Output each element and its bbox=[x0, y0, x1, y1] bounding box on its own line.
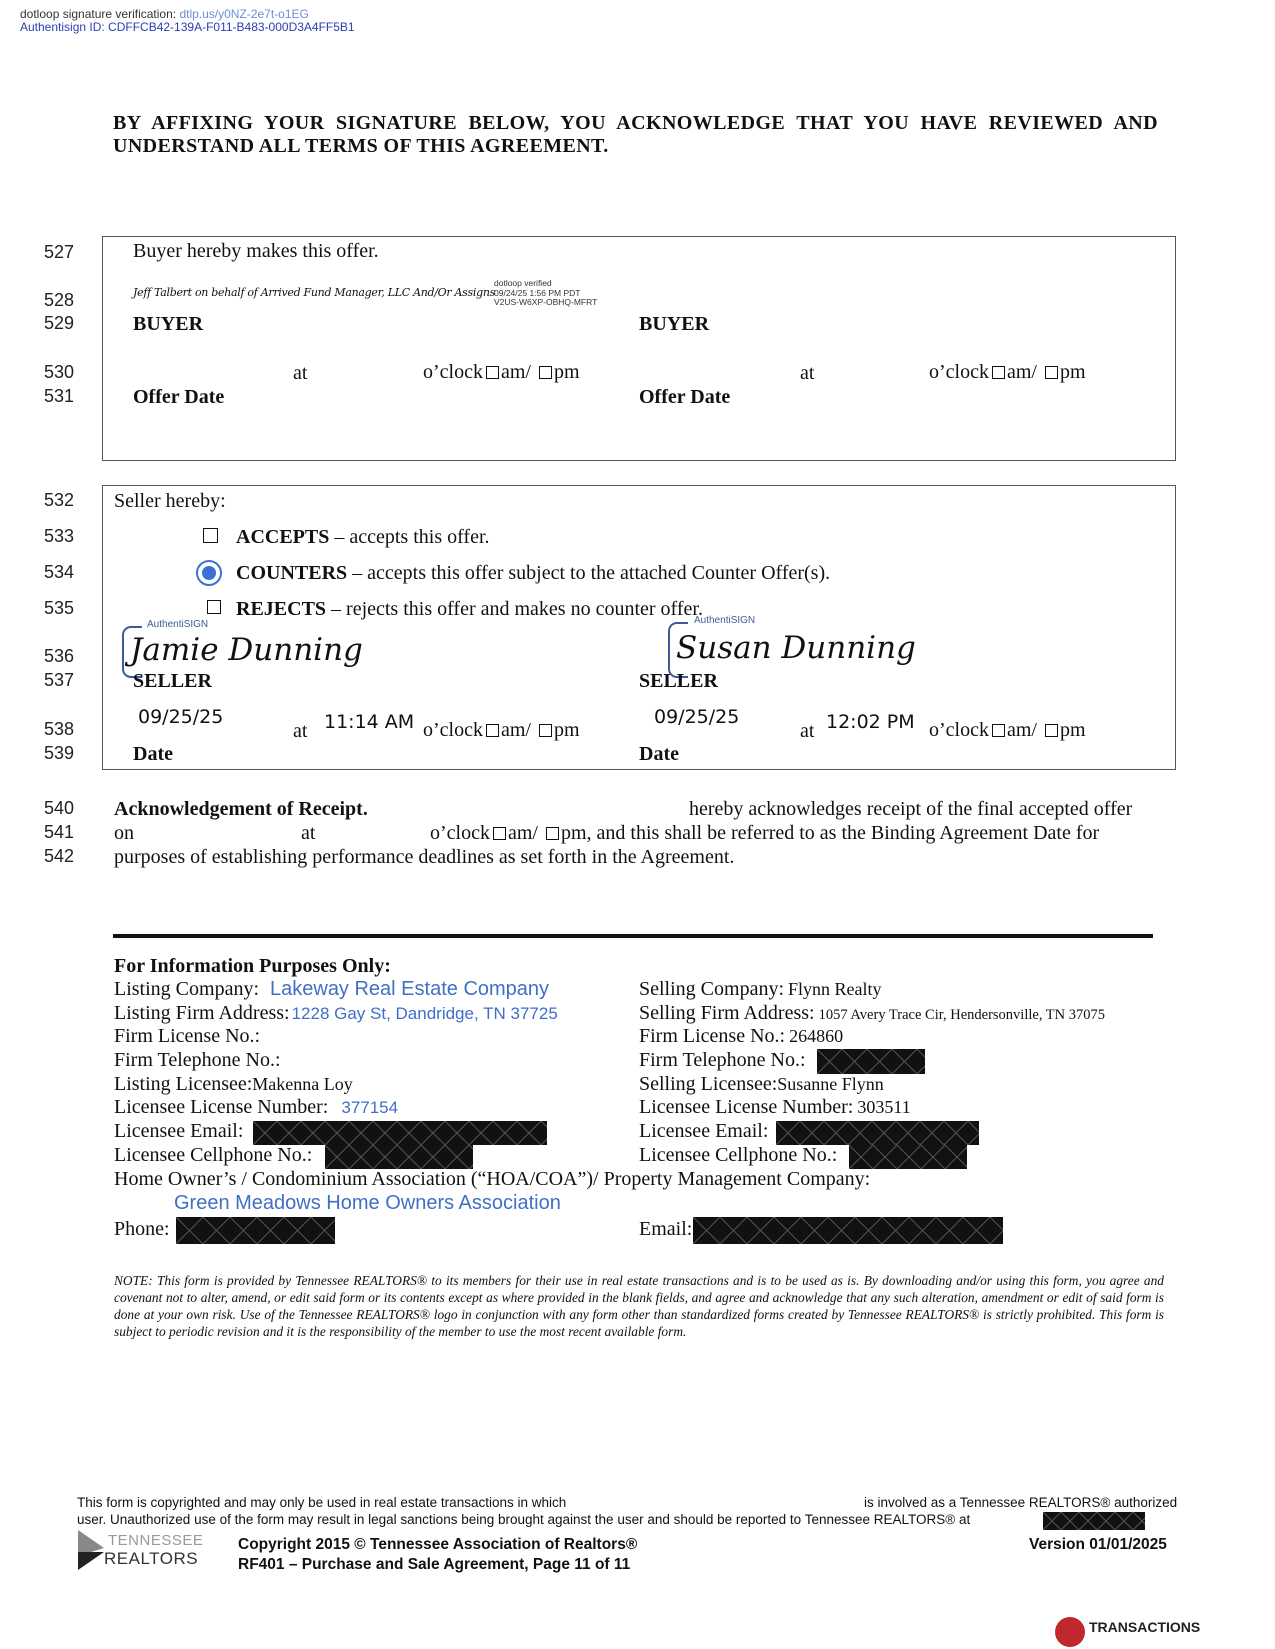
seller2-at: at bbox=[800, 720, 815, 742]
listing-licensee-value: Makenna Loy bbox=[252, 1074, 353, 1094]
pm-checkbox[interactable] bbox=[546, 827, 559, 840]
selling-licensee-row bbox=[639, 1073, 884, 1096]
listing-license-label: Licensee License Number: bbox=[114, 1096, 329, 1118]
redacted-hoa-email bbox=[693, 1217, 1003, 1244]
listing-licensee-row bbox=[114, 1073, 353, 1096]
selling-license-value: 303511 bbox=[857, 1097, 911, 1117]
dotloop-link[interactable]: dtlp.us/y0NZ-2e7t-o1EG bbox=[179, 7, 309, 21]
line-number: 528 bbox=[44, 290, 75, 310]
pm-text: pm bbox=[553, 719, 580, 741]
receipt-line1-rest: hereby acknowledges receipt of the final accepted offer bbox=[689, 798, 1133, 820]
hoa-label: Home Owner’s / Condominium Association (“HOA/COA”)/ Property Management Company: bbox=[114, 1168, 871, 1190]
selling-address-row bbox=[639, 1002, 1105, 1025]
pm-text: pm bbox=[1059, 361, 1086, 383]
buyer1-label: BUYER bbox=[133, 313, 204, 335]
selling-firm-license-label: Firm License No.: bbox=[639, 1025, 786, 1047]
pm-text: pm bbox=[553, 361, 580, 383]
selling-address-value: 1057 Avery Trace Cir, Hendersonville, TN 37075 bbox=[818, 1007, 1106, 1023]
redacted-report-contact bbox=[1043, 1512, 1145, 1530]
redaction-pattern bbox=[253, 1121, 547, 1145]
redaction-pattern bbox=[325, 1145, 473, 1169]
oclock-text: o’clock bbox=[423, 719, 483, 741]
accepts-label: ACCEPTS bbox=[236, 526, 330, 548]
realtors-logo-mark bbox=[76, 1530, 106, 1570]
redaction-pattern bbox=[176, 1217, 335, 1244]
accepts-checkbox[interactable] bbox=[203, 528, 218, 543]
buyer1-at: at bbox=[293, 362, 308, 384]
seller2-date-label: Date bbox=[639, 743, 679, 765]
receipt-on: on bbox=[114, 822, 134, 844]
selling-firm-license-row bbox=[639, 1025, 843, 1048]
buyer2-label: BUYER bbox=[639, 313, 710, 335]
rejects-checkbox[interactable] bbox=[207, 600, 221, 614]
buyer1-offer-date-label: Offer Date bbox=[133, 386, 225, 408]
listing-licensee-label: Listing Licensee: bbox=[114, 1073, 253, 1095]
selling-license-row bbox=[639, 1096, 911, 1119]
accepts-text: – accepts this offer. bbox=[329, 526, 490, 548]
selling-company-row bbox=[639, 978, 882, 1001]
transactions-logo bbox=[1055, 1617, 1215, 1649]
listing-company-row bbox=[114, 978, 549, 1001]
redacted-listing-email bbox=[253, 1121, 547, 1145]
am-text: am/ bbox=[507, 822, 538, 844]
logo-line2: REALTORS bbox=[104, 1549, 199, 1568]
selling-firm-phone-label: Firm Telephone No.: bbox=[639, 1049, 806, 1071]
buyer1-signature: Jeff Talbert on behalf of Arrived Fund Manager, LLC And/Or Assigns bbox=[133, 286, 495, 299]
buyer-offer-box bbox=[102, 236, 1176, 461]
line-number: 533 bbox=[44, 526, 75, 546]
buyer2-time-choice bbox=[929, 361, 1086, 384]
oclock-text: o’clock bbox=[929, 361, 989, 383]
authentisign-id: Authentisign ID: CDFFCB42-139A-F011-B483-000D3A4FF5B1 bbox=[20, 20, 355, 34]
listing-address-value: 1228 Gay St, Dandridge, TN 37725 bbox=[291, 1004, 558, 1023]
listing-license-row bbox=[114, 1096, 398, 1119]
dotloop-timestamp: 09/24/25 1:56 PM PDT bbox=[494, 287, 581, 298]
am-text: am/ bbox=[1006, 719, 1037, 741]
accepts-option bbox=[236, 526, 490, 549]
line-number: 537 bbox=[44, 670, 75, 690]
line-number: 535 bbox=[44, 598, 75, 618]
line-number: 538 bbox=[44, 719, 75, 739]
info-heading: For Information Purposes Only: bbox=[114, 955, 391, 977]
am-checkbox[interactable] bbox=[493, 827, 506, 840]
selling-licensee-value: Susanne Flynn bbox=[777, 1074, 884, 1094]
line-number: 530 bbox=[44, 362, 75, 382]
line-number: 536 bbox=[44, 646, 75, 666]
seller1-date-label: Date bbox=[133, 743, 173, 765]
redacted-selling-cell bbox=[849, 1145, 967, 1169]
oclock-text: o’clock bbox=[430, 822, 490, 844]
hoa-phone-label: Phone: bbox=[114, 1218, 170, 1240]
version: Version 01/01/2025 bbox=[1029, 1536, 1167, 1553]
buyer1-time-choice bbox=[423, 361, 580, 384]
rejects-label: REJECTS bbox=[236, 598, 327, 620]
listing-address-row bbox=[114, 1002, 558, 1025]
dotloop-code: V2US-W6XP-OBHQ-MFRT bbox=[494, 297, 598, 307]
counters-text: – accepts this offer subject to the attached Counter Offer(s). bbox=[347, 562, 831, 584]
am-text: am/ bbox=[500, 361, 531, 383]
line-number: 532 bbox=[44, 490, 75, 510]
pm-checkbox[interactable] bbox=[1045, 366, 1058, 379]
redaction-pattern bbox=[1043, 1512, 1145, 1530]
listing-email-label: Licensee Email: bbox=[114, 1120, 244, 1142]
listing-license-value: 377154 bbox=[341, 1098, 399, 1117]
tennessee-realtors-logo bbox=[76, 1530, 211, 1572]
redacted-selling-firm-phone bbox=[817, 1049, 925, 1074]
oclock-text: o’clock bbox=[929, 719, 989, 741]
pm-checkbox[interactable] bbox=[539, 366, 552, 379]
receipt-line2-rest: pm, and this shall be referred to as the Binding Agreement Date for bbox=[560, 822, 1100, 844]
hoa-name: Green Meadows Home Owners Association bbox=[174, 1192, 561, 1214]
am-checkbox[interactable] bbox=[992, 724, 1005, 737]
seller2-time-value: 12:02 PM bbox=[826, 711, 915, 733]
oclock-text: o’clock bbox=[423, 361, 483, 383]
seller2-date-value: 09/25/25 bbox=[654, 706, 740, 728]
transactions-logo-mark bbox=[1055, 1617, 1085, 1647]
redacted-selling-email bbox=[776, 1121, 979, 1145]
selling-cell-label: Licensee Cellphone No.: bbox=[639, 1144, 838, 1166]
receipt-time-choice bbox=[430, 822, 1099, 845]
copyright-notice: Copyright 2015 © Tennessee Association of Realtors® bbox=[238, 1536, 638, 1553]
am-text: am/ bbox=[500, 719, 531, 741]
copyright-line2: user. Unauthorized use of the form may result in legal sanctions being brought against the user and should be reported to Tennessee REALTORS® at bbox=[77, 1512, 971, 1527]
line-number: 541 bbox=[44, 822, 75, 842]
rejects-text: – rejects this offer and makes no counter offer. bbox=[326, 598, 703, 620]
buyer2-at: at bbox=[800, 362, 815, 384]
line-number: 527 bbox=[44, 242, 75, 262]
am-checkbox[interactable] bbox=[486, 724, 499, 737]
selling-address-label: Selling Firm Address: bbox=[639, 1002, 815, 1024]
redaction-pattern bbox=[776, 1121, 979, 1145]
line-number: 542 bbox=[44, 846, 75, 866]
seller1-label: SELLER bbox=[133, 670, 212, 692]
authentisign-brand-1: AuthentiSIGN bbox=[147, 619, 209, 630]
buyer-intro: Buyer hereby makes this offer. bbox=[133, 240, 379, 262]
transactions-logo-text: TRANSACTIONS bbox=[1089, 1619, 1201, 1635]
logo-line1: TENNESSEE bbox=[108, 1532, 204, 1549]
am-checkbox[interactable] bbox=[486, 366, 499, 379]
line-number: 531 bbox=[44, 386, 75, 406]
pm-checkbox[interactable] bbox=[1045, 724, 1058, 737]
listing-company-value: Lakeway Real Estate Company bbox=[270, 978, 550, 1000]
line-number: 539 bbox=[44, 743, 75, 763]
selling-email-label: Licensee Email: bbox=[639, 1120, 769, 1142]
line-number: 529 bbox=[44, 313, 75, 333]
form-note: NOTE: This form is provided by Tennessee REALTORS® to its members for their use in real estate transactions and is to be used as is. By downloading and/or using this form, you agree and covenant not to alter, amend, or edit said form or its contents except as where provided in the blank fields, and agree and acknowledge that any such alteration, amendment or edit of said form is done at your own risk. Use of the Tennessee REALTORS® logo in conjunction with any form other than standardized forms created by Tennessee REALTORS® is strictly prohibited. This form is subject to periodic revision and it is the responsibility of the member to use the most recent available form. bbox=[114, 1273, 1164, 1339]
seller-intro: Seller hereby: bbox=[114, 490, 226, 512]
selling-license-label: Licensee License Number: bbox=[639, 1096, 854, 1118]
selling-company-value: Flynn Realty bbox=[788, 979, 882, 999]
listing-address-label: Listing Firm Address: bbox=[114, 1002, 290, 1024]
am-checkbox[interactable] bbox=[992, 366, 1005, 379]
buyer2-offer-date-label: Offer Date bbox=[639, 386, 731, 408]
dotloop-label: dotloop signature verification: bbox=[20, 7, 177, 21]
counters-option bbox=[236, 562, 830, 585]
seller1-date-value: 09/25/25 bbox=[138, 706, 224, 728]
redacted-listing-cell bbox=[325, 1145, 473, 1169]
hoa-email-label: Email: bbox=[639, 1218, 693, 1240]
seller1-time-value: 11:14 AM bbox=[324, 711, 415, 733]
redaction-pattern bbox=[693, 1217, 1003, 1244]
listing-company-label: Listing Company: bbox=[114, 978, 259, 1000]
rejects-option bbox=[236, 598, 703, 621]
form-id: RF401 – Purchase and Sale Agreement, Page 11 of 11 bbox=[238, 1556, 631, 1573]
dotloop-verified: dotloop verified bbox=[494, 278, 552, 288]
redaction-pattern bbox=[817, 1049, 925, 1074]
section-divider bbox=[113, 934, 1153, 938]
listing-firm-license-label: Firm License No.: bbox=[114, 1025, 261, 1047]
acknowledge-heading: BY AFFIXING YOUR SIGNATURE BELOW, YOU ACKNOWLEDGE THAT YOU HAVE REVIEWED AND UNDERSTAND ALL TERMS OF THIS AGREEMENT. bbox=[113, 112, 1158, 157]
receipt-at: at bbox=[301, 822, 316, 844]
receipt-line3: purposes of establishing performance deadlines as set forth in the Agreement. bbox=[114, 846, 735, 868]
seller1-at: at bbox=[293, 720, 308, 742]
line-number: 534 bbox=[44, 562, 75, 582]
selling-company-label: Selling Company: bbox=[639, 978, 784, 1000]
seller1-signature: Jamie Dunning bbox=[130, 632, 363, 668]
listing-firm-phone-label: Firm Telephone No.: bbox=[114, 1049, 281, 1071]
seller2-label: SELLER bbox=[639, 670, 718, 692]
am-text: am/ bbox=[1006, 361, 1037, 383]
pm-checkbox[interactable] bbox=[539, 724, 552, 737]
selling-licensee-label: Selling Licensee: bbox=[639, 1073, 778, 1095]
pm-text: pm bbox=[1059, 719, 1086, 741]
dotloop-verified-stamp bbox=[494, 279, 597, 308]
redaction-pattern bbox=[849, 1145, 967, 1169]
redacted-hoa-phone bbox=[176, 1217, 335, 1244]
seller2-time-choice bbox=[929, 719, 1086, 742]
counters-label: COUNTERS bbox=[236, 562, 348, 584]
copyright-line1a: This form is copyrighted and may only be used in real estate transactions in which bbox=[77, 1495, 567, 1510]
copyright-line1b: is involved as a Tennessee REALTORS® authorized bbox=[864, 1495, 1178, 1510]
seller1-time-choice bbox=[423, 719, 580, 742]
authentisign-brand-2: AuthentiSIGN bbox=[694, 615, 756, 626]
counters-radio-selected[interactable] bbox=[196, 560, 222, 586]
line-number: 540 bbox=[44, 798, 75, 818]
seller2-signature: Susan Dunning bbox=[676, 630, 916, 666]
listing-cell-label: Licensee Cellphone No.: bbox=[114, 1144, 313, 1166]
receipt-title: Acknowledgement of Receipt. bbox=[114, 798, 368, 820]
selling-firm-license-value: 264860 bbox=[789, 1026, 844, 1046]
